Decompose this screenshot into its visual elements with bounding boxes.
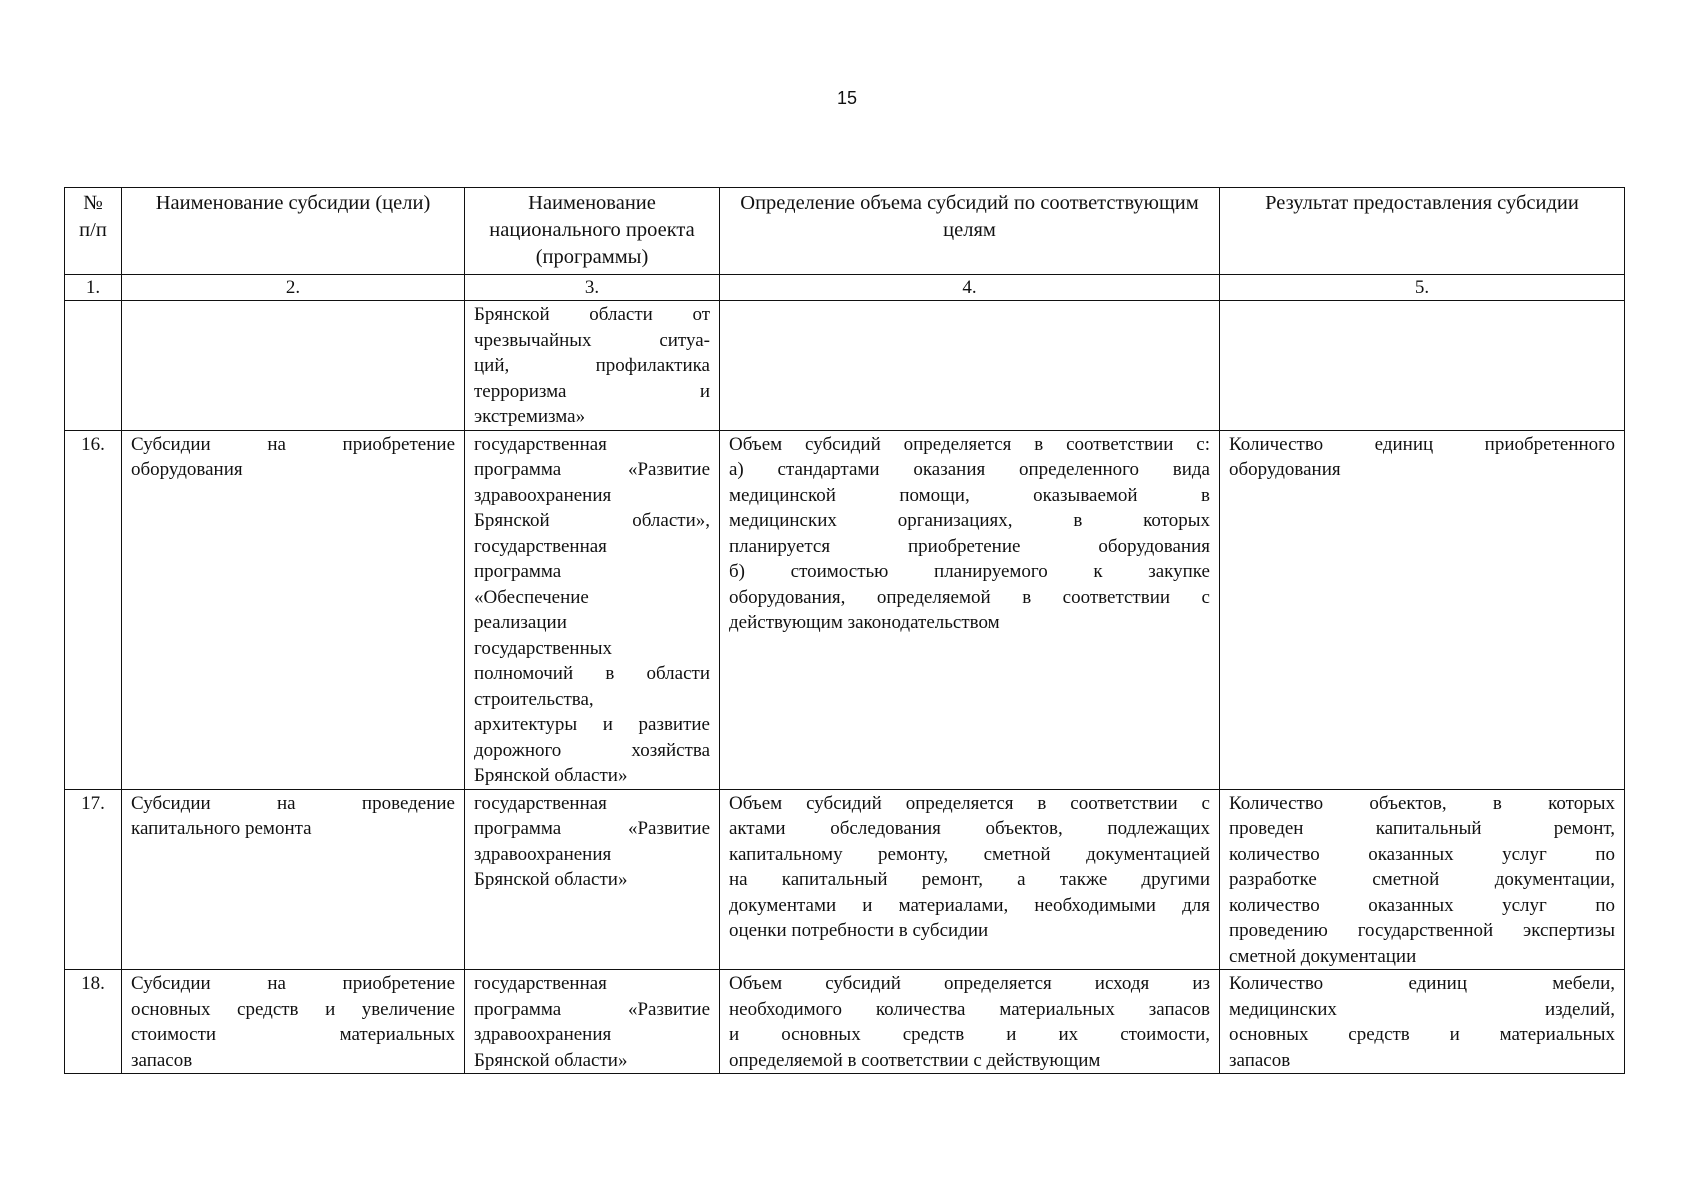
cell-line: определяемой в соответствии с действующим xyxy=(729,1049,1101,1071)
cell-line: б) стоимостью планируемого к закупке xyxy=(729,561,1210,582)
cell-line: архитектуры и развитие xyxy=(474,714,710,735)
result-cell xyxy=(1220,430,1625,789)
cell-line: государственных xyxy=(474,637,613,659)
result-cell xyxy=(1220,301,1625,431)
column-number: 4. xyxy=(720,275,1220,301)
result-cell xyxy=(1220,789,1625,970)
header-subsidy-name: Наименование субсидии (цели) xyxy=(122,188,465,275)
table-row xyxy=(65,789,1625,970)
cell-line: «Обеспечение xyxy=(474,586,589,608)
cell-line: чрезвычайных ситуа- xyxy=(474,329,710,351)
cell-line: количество оказанных услуг по xyxy=(1229,894,1615,916)
cell-line: а) стандартами оказания определенного вида xyxy=(729,459,1210,480)
cell-line: строительства, xyxy=(474,688,594,710)
table-row xyxy=(65,301,1625,431)
program-cell xyxy=(465,430,720,789)
cell-line: разработке сметной документации, xyxy=(1229,869,1615,890)
result-cell xyxy=(1220,970,1625,1074)
cell-line: дорожного хозяйства xyxy=(474,739,710,761)
cell-line: Брянской области» xyxy=(474,765,628,786)
cell-line: медицинских организациях, в которых xyxy=(729,510,1210,531)
cell-line: Количество единиц приобретенного xyxy=(1229,433,1615,455)
table-row xyxy=(65,970,1625,1074)
cell-line: ций, профилактика xyxy=(474,355,710,376)
cell-line: оборудования xyxy=(131,459,243,480)
cell-line: государственная xyxy=(474,433,607,455)
cell-line: Брянской области», xyxy=(474,510,710,531)
cell-line: Брянской области» xyxy=(474,1049,628,1071)
cell-line: программа «Развитие xyxy=(474,818,710,839)
volume-cell xyxy=(720,430,1220,789)
cell-line: Количество единиц мебели, xyxy=(1229,973,1615,994)
cell-line: запасов xyxy=(1229,1049,1291,1071)
program-cell xyxy=(465,789,720,970)
row-number: 17. xyxy=(65,789,122,970)
cell-line: Объем субсидий определяется в соответствии с xyxy=(729,792,1210,814)
column-number: 1. xyxy=(65,275,122,301)
cell-line: на капитальный ремонт, а также другими xyxy=(729,869,1210,890)
cell-line: стоимости материальных xyxy=(131,1024,455,1045)
cell-line: проведению государственной экспертизы xyxy=(1229,920,1615,941)
header-national-project: Наименование национального проекта (программы) xyxy=(465,188,720,275)
column-number: 5. xyxy=(1220,275,1625,301)
row-number: 16. xyxy=(65,430,122,789)
cell-line: основных средств и материальных xyxy=(1229,1024,1615,1045)
cell-line: документами и материалами, необходимыми для xyxy=(729,894,1210,916)
cell-line: запасов xyxy=(131,1049,193,1071)
cell-line: оборудования xyxy=(1229,459,1341,480)
header-volume-definition: Определение объема субсидий по соответствующим целям xyxy=(720,188,1220,275)
cell-line: здравоохранения xyxy=(474,1024,612,1045)
header-number: № п/п xyxy=(65,188,122,275)
cell-line: проведен капитальный ремонт, xyxy=(1229,818,1615,839)
column-number: 3. xyxy=(465,275,720,301)
program-cell xyxy=(465,301,720,431)
volume-cell xyxy=(720,301,1220,431)
column-number: 2. xyxy=(122,275,465,301)
subsidy-name-cell xyxy=(122,301,465,431)
cell-line: необходимого количества материальных запасов xyxy=(729,998,1210,1020)
cell-line: и основных средств и их стоимости, xyxy=(729,1024,1210,1045)
table-header-row xyxy=(65,188,1625,275)
cell-line: здравоохранения xyxy=(474,843,612,865)
cell-line: реализации xyxy=(474,612,567,633)
page-number: 15 xyxy=(836,88,858,108)
cell-line: государственная xyxy=(474,973,607,994)
cell-line: программа «Развитие xyxy=(474,459,710,480)
cell-line: капитального ремонта xyxy=(131,818,312,839)
cell-line: Субсидии на проведение xyxy=(131,792,455,814)
cell-line: медицинской помощи, оказываемой в xyxy=(729,484,1210,506)
table-row xyxy=(65,430,1625,789)
subsidy-name-cell xyxy=(122,789,465,970)
cell-line: государственная xyxy=(474,535,607,557)
cell-line: оборудования, определяемой в соответствии с xyxy=(729,586,1210,608)
cell-line: терроризма и xyxy=(474,380,710,402)
cell-line: планируется приобретение оборудования xyxy=(729,535,1210,557)
subsidy-name-cell xyxy=(122,430,465,789)
cell-line: количество оказанных услуг по xyxy=(1229,843,1615,865)
row-number: 18. xyxy=(65,970,122,1074)
program-cell xyxy=(465,970,720,1074)
row-number xyxy=(65,301,122,431)
cell-line: основных средств и увеличение xyxy=(131,998,455,1020)
cell-line: актами обследования объектов, подлежащих xyxy=(729,818,1210,839)
column-number-row xyxy=(65,275,1625,301)
cell-line: Брянской области» xyxy=(474,869,628,890)
cell-line: Брянской области от xyxy=(474,304,710,325)
cell-line: экстремизма» xyxy=(474,406,586,427)
subsidy-table xyxy=(64,187,1625,1074)
cell-line: действующим законодательством xyxy=(729,612,1000,633)
volume-cell xyxy=(720,789,1220,970)
cell-line: медицинских изделий, xyxy=(1229,998,1615,1020)
volume-cell xyxy=(720,970,1220,1074)
cell-line: государственная xyxy=(474,792,607,814)
cell-line: Объем субсидий определяется в соответствии с: xyxy=(729,433,1210,455)
cell-line: оценки потребности в субсидии xyxy=(729,920,989,941)
cell-line: программа «Развитие xyxy=(474,998,710,1020)
cell-line: программа xyxy=(474,561,562,582)
cell-line: здравоохранения xyxy=(474,484,612,506)
cell-line: полномочий в области xyxy=(474,663,710,684)
header-result: Результат предоставления субсидии xyxy=(1220,188,1625,275)
cell-line: Объем субсидий определяется исходя из xyxy=(729,973,1210,994)
subsidy-name-cell xyxy=(122,970,465,1074)
cell-line: капитальному ремонту, сметной документацией xyxy=(729,843,1210,865)
cell-line: Количество объектов, в которых xyxy=(1229,792,1615,814)
cell-line: Субсидии на приобретение xyxy=(131,433,455,455)
cell-line: Субсидии на приобретение xyxy=(131,973,455,994)
cell-line: сметной документации xyxy=(1229,945,1417,967)
